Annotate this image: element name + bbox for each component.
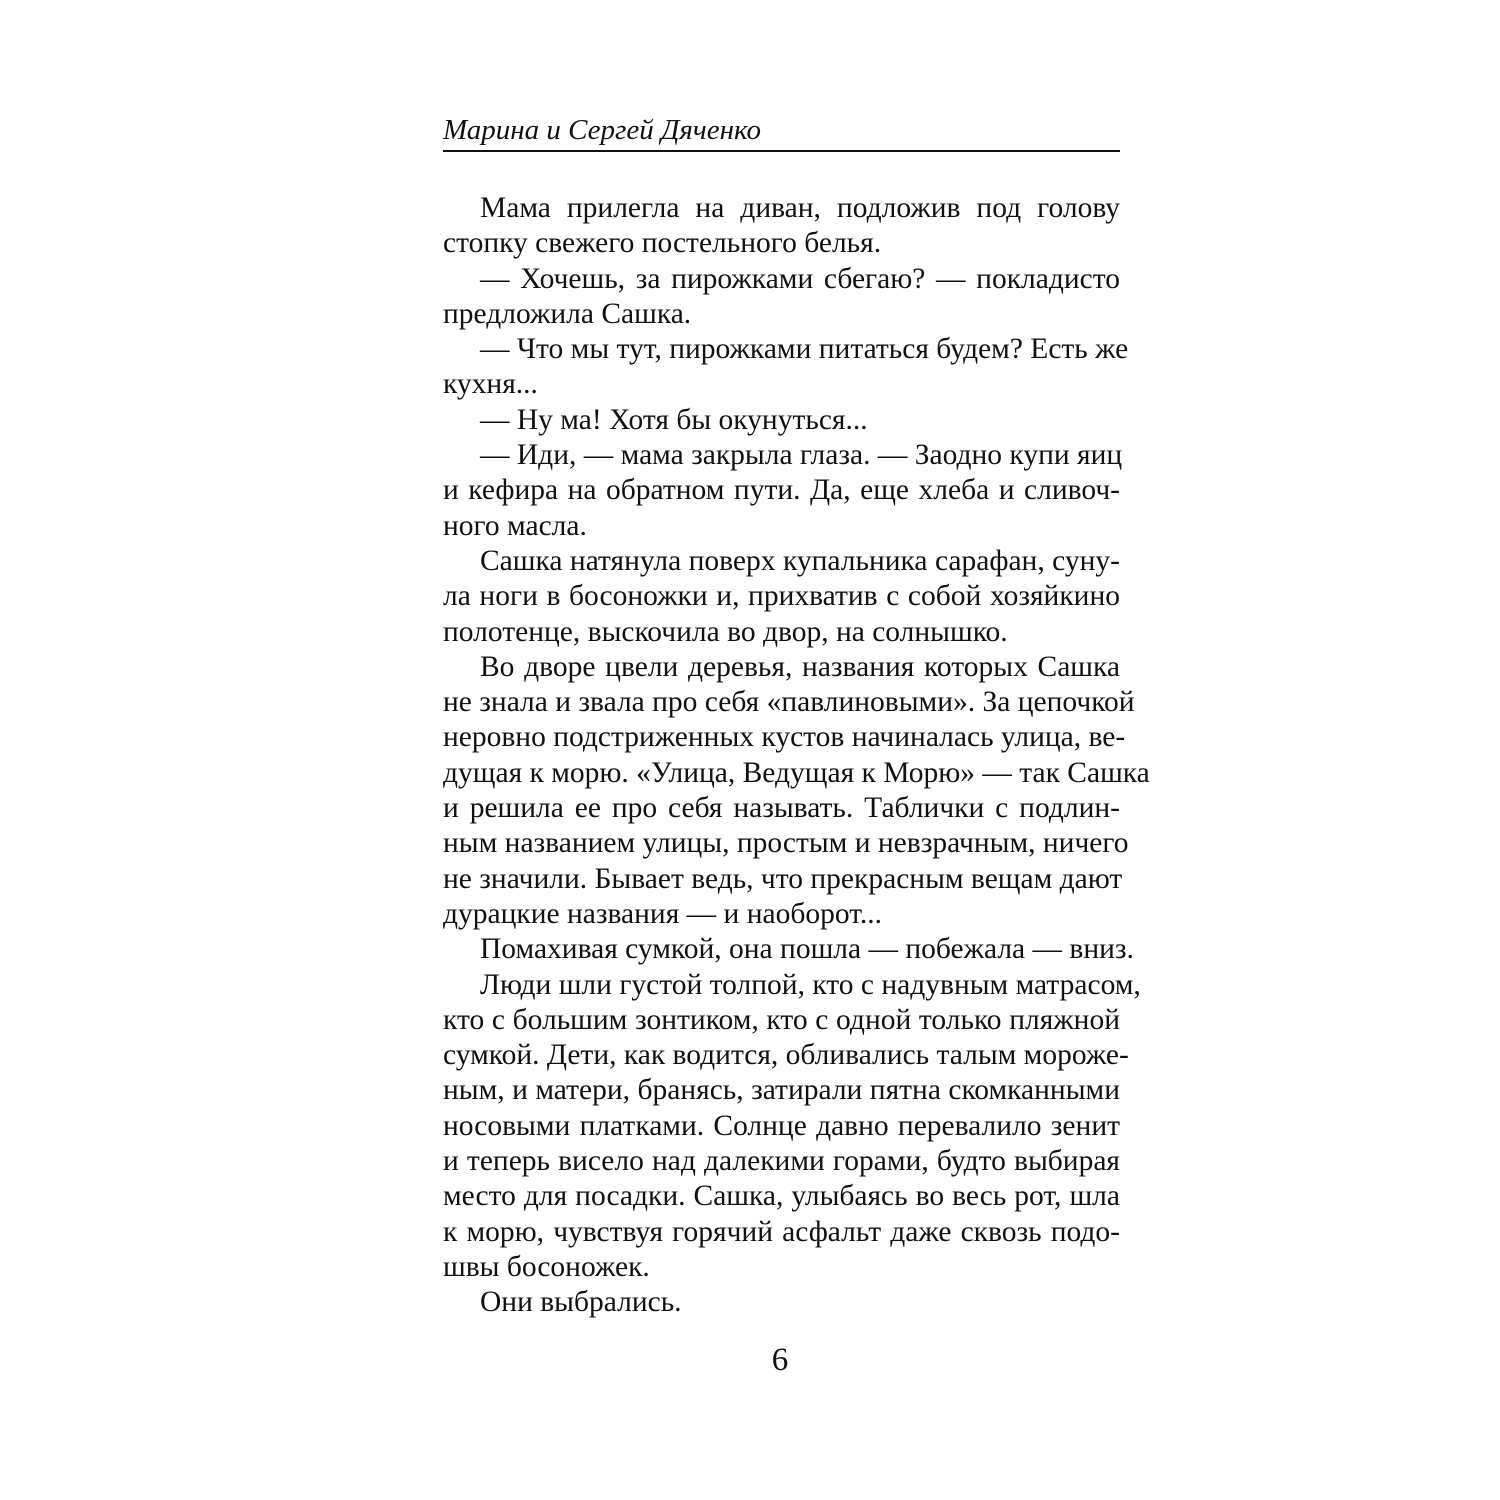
running-head: Марина и Сергей Дяченко: [443, 114, 761, 146]
text-line: ного масла.: [443, 509, 587, 542]
text-line: к морю, чувствуя горячий асфальт даже сквозь подо-: [443, 1215, 1120, 1248]
text-line: ным названием улицы, простым и невзрачным, ничего: [443, 827, 1129, 860]
text-line: швы босоножек.: [443, 1250, 650, 1283]
text-line: Мама прилегла на диван, подложив под голову: [480, 192, 1120, 224]
body-text: [443, 191, 1150, 1321]
text-line: Во дворе цвели деревья, названия которых Сашка: [480, 650, 1120, 683]
text-line: ла ноги в босоножки и, прихватив с собой хозяйкино: [443, 580, 1120, 613]
text-line: Они выбрались.: [480, 1286, 682, 1319]
text-line: сумкой. Дети, как водится, обливались талым мороже-: [443, 1039, 1129, 1072]
text-line: дущая к морю. «Улица, Ведущая к Морю» — так Сашка: [443, 756, 1150, 789]
text-line: кухня...: [443, 368, 538, 401]
header-rule: [443, 150, 1120, 152]
page-number: 6: [771, 1342, 789, 1378]
text-line: не значили. Бывает ведь, что прекрасным вещам дают: [443, 862, 1123, 895]
text-line: Сашка натянула поверх купальника сарафан, суну-: [480, 544, 1120, 577]
text-line: дурацкие названия — и наоборот...: [443, 897, 882, 930]
text-line: — Иди, — мама закрыла глаза. — Заодно купи яиц: [480, 439, 1123, 472]
text-line: Помахивая сумкой, она пошла — побежала — вниз.: [480, 933, 1134, 966]
text-line: неровно подстриженных кустов начиналась улица, ве-: [443, 721, 1126, 754]
text-line: и кефира на обратном пути. Да, еще хлеба и сливоч-: [443, 474, 1120, 507]
text-line: — Ну ма! Хотя бы окунуться...: [480, 403, 868, 436]
text-line: носовыми платками. Солнце давно перевалило зенит: [443, 1109, 1120, 1142]
text-line: — Хочешь, за пирожками сбегаю? — покладисто: [480, 262, 1120, 295]
text-line: полотенце, выскочила во двор, на солнышко.: [443, 615, 1008, 648]
text-line: Люди шли густой толпой, кто с надувным матрасом,: [480, 968, 1141, 1001]
text-line: кто с большим зонтиком, кто с одной только пляжной: [443, 1003, 1120, 1036]
text-line: стопку свежего постельного белья.: [443, 227, 882, 260]
text-line: не знала и звала про себя «павлиновыми». За цепочкой: [443, 686, 1135, 719]
text-line: и решила ее про себя называть. Таблички с подлин-: [443, 792, 1120, 825]
text-line: предложила Сашка.: [443, 297, 692, 330]
text-line: — Что мы тут, пирожками питаться будем? Есть же: [480, 333, 1129, 366]
text-line: ным, и матери, бранясь, затирали пятна скомканными: [443, 1074, 1120, 1107]
text-line: место для посадки. Сашка, улыбаясь во весь рот, шла: [443, 1180, 1120, 1213]
text-line: и теперь висело над далекими горами, будто выбирая: [443, 1145, 1120, 1178]
